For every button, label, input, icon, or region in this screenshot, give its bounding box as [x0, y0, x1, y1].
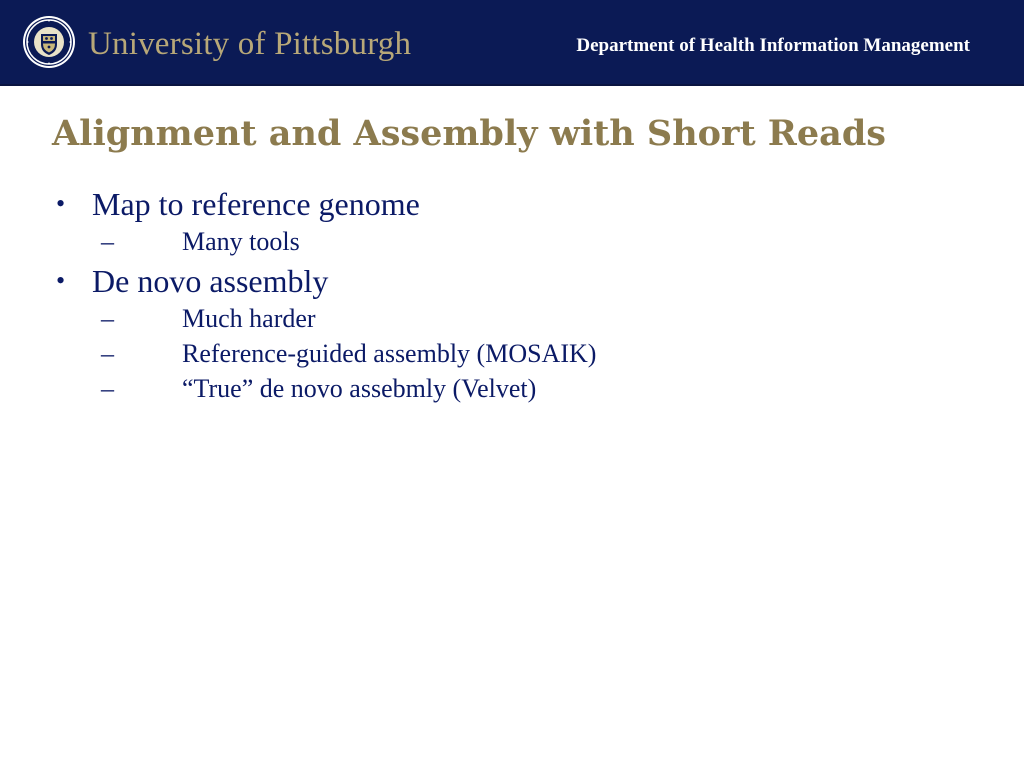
university-wordmark: University of Pittsburgh	[88, 26, 412, 62]
slide-title: Alignment and Assembly with Short Reads	[52, 113, 887, 154]
bullet-text: De novo assembly	[92, 263, 329, 299]
sub-bullet-text: “True” de novo assebmly (Velvet)	[182, 374, 537, 403]
bullet-marker: •	[56, 266, 66, 295]
header-band	[0, 0, 1024, 86]
bullet-item	[56, 261, 596, 301]
sub-bullet-list	[56, 224, 596, 259]
bullet-text: Map to reference genome	[92, 186, 420, 222]
sub-list-wrapper	[56, 224, 596, 259]
dash-marker: –	[101, 374, 114, 403]
sub-bullet-item	[56, 224, 596, 259]
bullet-list	[56, 184, 596, 408]
dash-marker: –	[101, 227, 114, 256]
sub-bullet-text: Reference-guided assembly (MOSAIK)	[182, 339, 597, 368]
sub-list-wrapper	[56, 301, 596, 406]
dash-marker: –	[101, 304, 114, 333]
university-seal-icon	[22, 15, 76, 69]
bullet-item	[56, 184, 596, 224]
sub-bullet-text: Many tools	[182, 227, 300, 256]
sub-bullet-item	[56, 336, 596, 371]
sub-bullet-item	[56, 301, 596, 336]
sub-bullet-list	[56, 301, 596, 406]
sub-bullet-text: Much harder	[182, 304, 316, 333]
department-name: Department of Health Information Management	[576, 35, 970, 56]
dash-marker: –	[101, 339, 114, 368]
sub-bullet-item	[56, 371, 596, 406]
bullet-marker: •	[56, 189, 66, 218]
